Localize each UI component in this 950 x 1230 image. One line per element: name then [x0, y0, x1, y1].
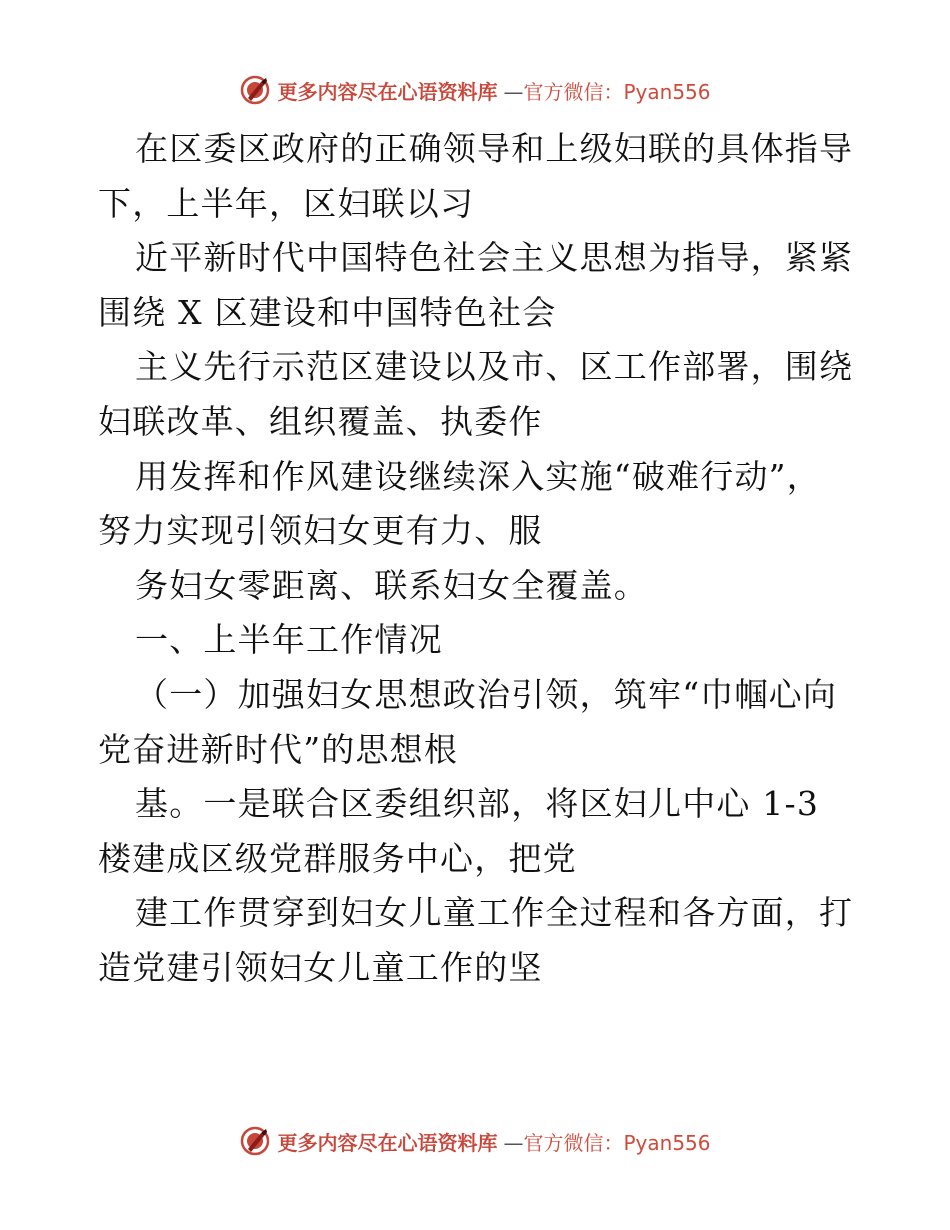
- header-watermark-banner: [0, 70, 950, 110]
- ink-pen-logo-icon: [239, 74, 271, 106]
- body-line-3: 近平新时代中国特色社会主义思想为指导，紧紧: [135, 238, 854, 278]
- body-line-15: 建工作贯穿到妇女儿童工作全过程和各方面，打: [135, 893, 854, 933]
- body-line-12: 党奋进新时代”的思想根: [98, 729, 459, 769]
- ink-pen-logo-icon: [239, 1125, 271, 1157]
- document-body: [98, 122, 858, 996]
- footer-watermark-banner: [0, 1121, 950, 1161]
- body-line-4: 围绕 X 区建设和中国特色社会: [98, 292, 557, 332]
- wechat-label: 官方微信：: [523, 1130, 624, 1155]
- wechat-label: 官方微信：: [523, 79, 624, 104]
- body-line-16: 造党建引领妇女儿童工作的坚: [98, 947, 543, 987]
- banner-title: 更多内容尽在心语资料库: [277, 79, 498, 104]
- wechat-id: Pyan556: [623, 79, 711, 104]
- body-line-7: 用发挥和作风建设继续深入实施“破难行动”，: [135, 456, 821, 496]
- section-heading: 一、上半年工作情况: [135, 620, 443, 660]
- banner-separator: —官方微信：Pyan556: [503, 79, 711, 104]
- body-line-13: 基。一是联合区委组织部，将区妇儿中心 1-3: [135, 784, 820, 824]
- body-line-5: 主义先行示范区建设以及市、区工作部署，围绕: [135, 347, 854, 387]
- wechat-id: Pyan556: [623, 1130, 711, 1155]
- banner-title: 更多内容尽在心语资料库: [277, 1130, 498, 1155]
- body-line-1: 在区委区政府的正确领导和上级妇联的具体指导: [135, 129, 854, 168]
- body-line-9: 务妇女零距离、联系妇女全覆盖。: [135, 565, 648, 605]
- body-line-2: 下，上半年，区妇联以习: [98, 183, 475, 223]
- body-line-6: 妇联改革、组织覆盖、执委作: [98, 401, 543, 441]
- body-line-8: 努力实现引领妇女更有力、服: [98, 511, 543, 551]
- banner-separator: —官方微信：Pyan556: [503, 1130, 711, 1155]
- body-line-14: 楼建成区级党群服务中心，把党: [98, 838, 577, 878]
- subsection-heading: （一）加强妇女思想政治引领，筑牢“巾帼心向: [135, 674, 838, 714]
